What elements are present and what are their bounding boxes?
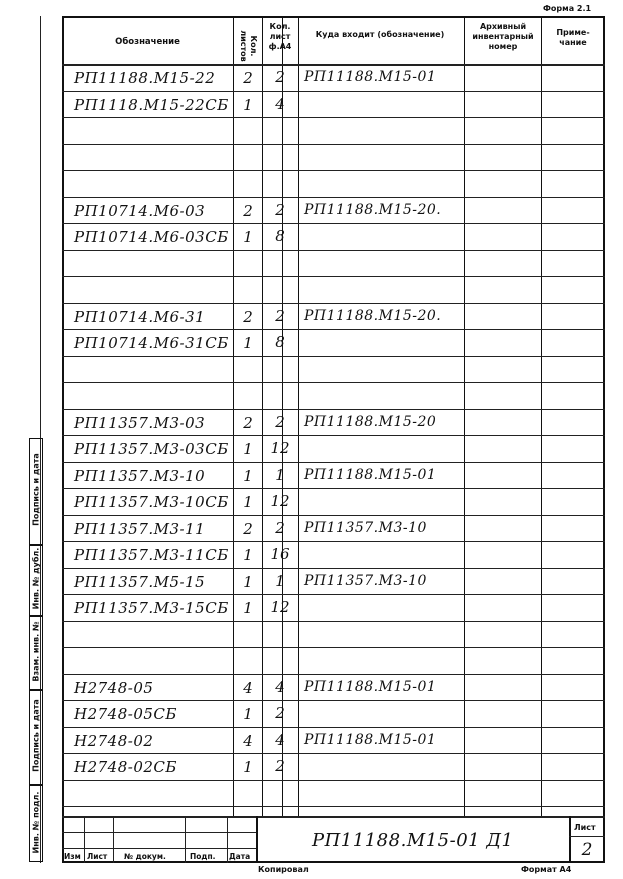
- stamp-code: РП11188.М15-01 Д1: [312, 830, 514, 851]
- stamp-col-doc: № докум.: [124, 852, 166, 861]
- row-designation: РП11188.М15-22: [74, 69, 216, 87]
- row-qty: 2: [243, 201, 253, 220]
- row-qty: 1: [243, 572, 253, 591]
- row-where-used: РП11357.М3-10: [304, 519, 427, 536]
- row-designation: РП11357.М3-10СБ: [74, 493, 229, 511]
- row-sheets: 16: [270, 545, 290, 563]
- table-row-line: [62, 647, 605, 648]
- table-row-line: [62, 303, 605, 304]
- stamp-col-sign: Подп.: [190, 852, 216, 861]
- row-where-used: РП11188.М15-20: [304, 413, 437, 430]
- side-label-sign-date-2: Подпись и дата: [31, 699, 41, 772]
- row-qty: 2: [243, 519, 253, 538]
- table-row-line: [62, 515, 605, 516]
- table-row-line: [62, 674, 605, 675]
- stamp-col-sep-1: [84, 816, 85, 863]
- row-qty: 1: [243, 440, 253, 458]
- row-qty: 1: [243, 334, 253, 352]
- side-label-inv-podl: Инв. № подл.: [31, 791, 41, 854]
- table-row-line: [62, 753, 605, 754]
- stamp-top-line: [62, 816, 605, 818]
- table-row-line: [62, 91, 605, 92]
- stamp-col-date: Дата: [229, 852, 251, 861]
- col-sep-4: [298, 16, 299, 816]
- row-designation: Н2748-05СБ: [74, 705, 177, 723]
- row-qty: 1: [243, 705, 253, 723]
- table-row-line: [62, 276, 605, 277]
- stamp-col-izm: Изм: [64, 852, 81, 861]
- row-qty: 1: [243, 546, 253, 564]
- table-row-line: [62, 594, 605, 595]
- table-row-line: [62, 541, 605, 542]
- form-label: Форма 2.1: [543, 4, 592, 13]
- row-qty: 2: [243, 413, 253, 432]
- row-designation: РП1118.М15-22СБ: [74, 95, 229, 114]
- row-designation: РП11357.М3-10: [74, 466, 206, 485]
- row-sheets: 2: [275, 704, 285, 722]
- row-sheets: 4: [275, 94, 285, 113]
- col-sep-5: [464, 16, 465, 816]
- stamp-code-sep: [256, 816, 258, 863]
- row-designation: РП11357.М5-15: [74, 572, 206, 591]
- stamp-sheet-sep: [569, 816, 571, 863]
- table-row-line: [62, 197, 605, 198]
- row-designation: Н2748-05: [74, 678, 154, 697]
- footer-format: Формат А4: [521, 865, 572, 874]
- row-designation: РП11357.М3-03: [74, 413, 206, 432]
- stamp-sheet-number: 2: [581, 840, 593, 860]
- row-qty: 1: [243, 758, 253, 776]
- row-where-used: РП11357.М3-10: [304, 572, 427, 589]
- table-row-line: [62, 223, 605, 224]
- table-row-line: [62, 488, 605, 489]
- table-row-line: [62, 700, 605, 701]
- row-designation: РП10714.М6-03СБ: [74, 228, 229, 246]
- side-box-vzam-inv: [29, 616, 43, 690]
- table-row-line: [62, 462, 605, 463]
- stamp-col-sep-3: [185, 816, 186, 863]
- row-sheets: 2: [275, 757, 285, 775]
- row-where-used: РП11188.М15-01: [304, 678, 437, 695]
- side-box-inv-podl: [29, 785, 43, 862]
- row-designation: РП10714.М6-03: [74, 201, 206, 220]
- row-designation: Н2748-02СБ: [74, 758, 177, 776]
- table-row-line: [62, 621, 605, 622]
- row-sheets: 12: [270, 439, 290, 457]
- row-qty: 1: [243, 95, 253, 114]
- row-where-used: РП11188.М15-01: [304, 466, 437, 483]
- row-sheets: 12: [270, 492, 290, 510]
- header-bottom-line: [62, 64, 605, 66]
- row-sheets: 2: [275, 518, 285, 537]
- row-qty: 4: [243, 678, 253, 697]
- row-qty: 2: [243, 69, 253, 87]
- row-designation: РП10714.М6-31: [74, 307, 206, 326]
- row-designation: РП11357.М3-03СБ: [74, 440, 229, 458]
- table-row-line: [62, 806, 605, 807]
- stamp-sheet-label: Лист: [574, 823, 596, 832]
- header-qty-a4: Кол. лист ф.А4: [268, 22, 292, 51]
- header-where-used: Куда входит (обозначение): [315, 30, 445, 39]
- table-row-line: [62, 727, 605, 728]
- side-box-sign-date-2: [29, 690, 43, 785]
- side-box-inv-dubl: [29, 545, 43, 616]
- row-sheets: 2: [275, 306, 285, 325]
- table-row-line: [62, 329, 605, 330]
- row-sheets: 1: [275, 465, 285, 484]
- row-sheets: 4: [275, 730, 285, 749]
- row-sheets: 2: [275, 200, 285, 219]
- row-designation: Н2748-02: [74, 731, 154, 750]
- col-sep-2: [262, 16, 263, 816]
- table-row-line: [62, 409, 605, 410]
- row-where-used: РП11188.М15-01: [304, 731, 437, 748]
- row-designation: РП11357.М3-15СБ: [74, 599, 229, 617]
- row-sheets: 4: [275, 677, 285, 696]
- row-designation: РП11357.М3-11СБ: [74, 546, 229, 564]
- side-label-vzam-inv: Взам. инв. №: [31, 621, 41, 682]
- side-label-sign-date-1: Подпись и дата: [31, 453, 41, 526]
- row-where-used: РП11188.М15-01: [304, 69, 437, 85]
- row-qty: 1: [243, 466, 253, 485]
- row-sheets: 2: [275, 68, 285, 86]
- row-where-used: РП11188.М15-20.: [304, 201, 442, 218]
- row-qty: 1: [243, 493, 253, 511]
- header-archive: Архивный инвентарный номер: [472, 22, 534, 51]
- row-designation: РП10714.М6-31СБ: [74, 334, 229, 352]
- table-row-line: [62, 780, 605, 781]
- table-row-line: [62, 170, 605, 171]
- side-label-inv-dubl: Инв. № дубл.: [31, 547, 41, 610]
- header-note: Приме- чание: [556, 28, 590, 47]
- col-sep-1: [233, 16, 234, 816]
- col-sep-6: [541, 16, 542, 816]
- table-row-line: [62, 117, 605, 118]
- header-designation: Обозначение: [115, 37, 180, 47]
- stamp-sheet-line: [569, 836, 605, 837]
- row-sheets: 12: [270, 598, 290, 616]
- side-box-sign-date-1: [29, 438, 43, 545]
- row-qty: 1: [243, 228, 253, 246]
- stamp-col-sep-4: [227, 816, 228, 863]
- table-row-line: [62, 250, 605, 251]
- row-sheets: 8: [275, 333, 285, 351]
- row-qty: 4: [243, 731, 253, 750]
- row-qty: 2: [243, 307, 253, 326]
- table-row-line: [62, 382, 605, 383]
- header-qty: Кол. листов: [239, 30, 258, 62]
- table-row-line: [62, 568, 605, 569]
- table-row-line: [62, 356, 605, 357]
- stamp-col-list: Лист: [87, 852, 108, 861]
- row-qty: 1: [243, 599, 253, 617]
- table-row-line: [62, 144, 605, 145]
- row-sheets: 2: [275, 412, 285, 431]
- table-row-line: [62, 435, 605, 436]
- row-designation: РП11357.М3-11: [74, 519, 206, 538]
- row-sheets: 1: [275, 571, 285, 590]
- row-sheets: 8: [275, 227, 285, 245]
- stamp-col-sep-2: [113, 816, 114, 863]
- row-where-used: РП11188.М15-20.: [304, 307, 442, 324]
- footer-copied: Копировал: [258, 865, 309, 874]
